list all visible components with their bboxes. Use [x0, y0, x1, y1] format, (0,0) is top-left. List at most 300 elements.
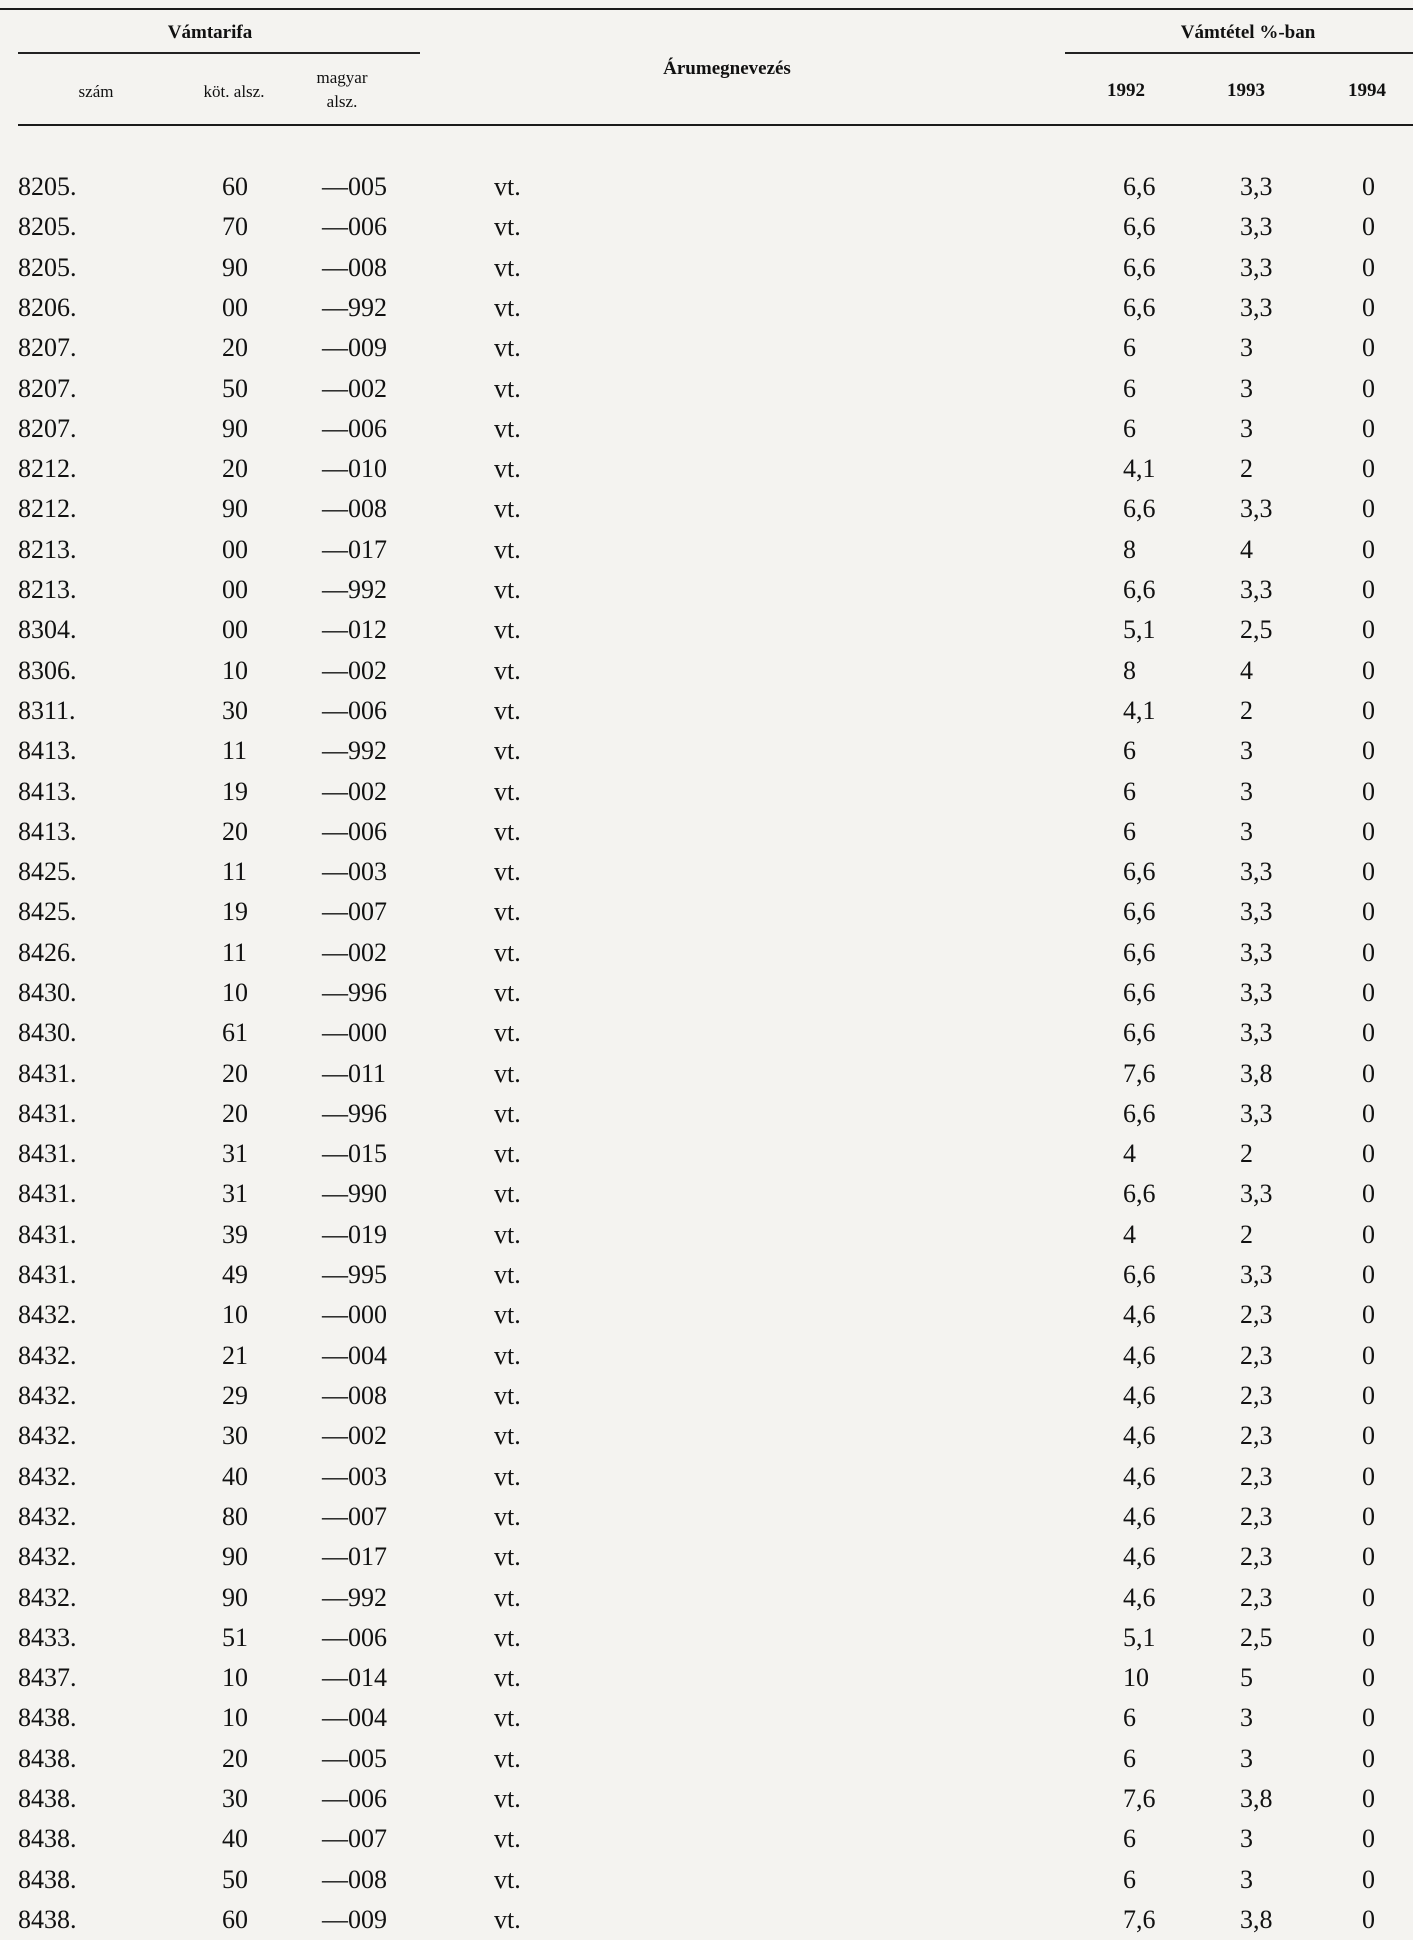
- rate-1993: 2,5: [1240, 615, 1273, 644]
- bound-subheading: 40: [222, 1462, 248, 1491]
- rate-1992: 6,6: [1123, 857, 1156, 886]
- table-row: [0, 530, 1413, 570]
- tariff-number: 8438.: [18, 1865, 77, 1894]
- rate-1993: 2: [1240, 696, 1253, 725]
- rate-1994: 0: [1362, 1824, 1375, 1853]
- rate-1994: 0: [1362, 1381, 1375, 1410]
- goods-description: vt.: [494, 938, 521, 967]
- rate-1992: 6: [1123, 777, 1136, 806]
- hungarian-subheading: —005: [322, 1744, 387, 1773]
- rate-1993: 2,3: [1240, 1381, 1273, 1410]
- rate-1993: 2,5: [1240, 1623, 1273, 1652]
- table-row: [0, 610, 1413, 650]
- hungarian-subheading: —008: [322, 1381, 387, 1410]
- hungarian-subheading: —003: [322, 857, 387, 886]
- rate-1993: 3,3: [1240, 172, 1273, 201]
- rate-1994: 0: [1362, 1260, 1375, 1289]
- goods-description: vt.: [494, 1784, 521, 1813]
- rate-1994: 0: [1362, 1099, 1375, 1128]
- rate-1993: 3: [1240, 1703, 1253, 1732]
- table-row: [0, 1819, 1413, 1859]
- tariff-number: 8205.: [18, 172, 77, 201]
- hungarian-subheading: —011: [322, 1059, 387, 1088]
- goods-description: vt.: [494, 1824, 521, 1853]
- rate-1994: 0: [1362, 172, 1375, 201]
- rate-1993: 3,3: [1240, 212, 1273, 241]
- bound-subheading: 90: [222, 494, 248, 523]
- tariff-number: 8306.: [18, 656, 77, 685]
- tariff-number: 8432.: [18, 1300, 77, 1329]
- bound-subheading: 30: [222, 1421, 248, 1450]
- tariff-number: 8431.: [18, 1179, 77, 1208]
- goods-description: vt.: [494, 1744, 521, 1773]
- rate-1994: 0: [1362, 1139, 1375, 1168]
- tariff-number: 8432.: [18, 1542, 77, 1571]
- tariff-number: 8433.: [18, 1623, 77, 1652]
- table-row: [0, 1698, 1413, 1738]
- rate-1993: 3: [1240, 1824, 1253, 1853]
- vamtarifa-underline: [18, 52, 420, 54]
- goods-description: vt.: [494, 857, 521, 886]
- goods-description: vt.: [494, 293, 521, 322]
- goods-description: vt.: [494, 1139, 521, 1168]
- rate-1993: 3,3: [1240, 1018, 1273, 1047]
- table-row: [0, 1013, 1413, 1053]
- table-row: [0, 1215, 1413, 1255]
- goods-description: vt.: [494, 656, 521, 685]
- table-row: [0, 288, 1413, 328]
- goods-description: vt.: [494, 333, 521, 362]
- bound-subheading: 20: [222, 817, 248, 846]
- table-row: [0, 328, 1413, 368]
- goods-description: vt.: [494, 1220, 521, 1249]
- rate-1994: 0: [1362, 736, 1375, 765]
- table-row: [0, 1860, 1413, 1900]
- tariff-number: 8430.: [18, 1018, 77, 1047]
- hungarian-subheading: —005: [322, 172, 387, 201]
- rate-1992: 7,6: [1123, 1059, 1156, 1088]
- bound-subheading: 31: [222, 1139, 248, 1168]
- rate-1992: 5,1: [1123, 615, 1156, 644]
- rate-1992: 6: [1123, 736, 1136, 765]
- rate-1993: 3: [1240, 1744, 1253, 1773]
- rate-1992: 4,6: [1123, 1421, 1156, 1450]
- rate-1992: 4,6: [1123, 1462, 1156, 1491]
- hungarian-subheading: —008: [322, 494, 387, 523]
- goods-description: vt.: [494, 414, 521, 443]
- hungarian-subheading: —002: [322, 938, 387, 967]
- goods-description: vt.: [494, 1583, 521, 1612]
- goods-description: vt.: [494, 1703, 521, 1732]
- hungarian-subheading: —007: [322, 1502, 387, 1531]
- hungarian-subheading: —990: [322, 1179, 387, 1208]
- bound-subheading: 60: [222, 172, 248, 201]
- rate-1993: 3,8: [1240, 1905, 1273, 1934]
- table-row: [0, 1054, 1413, 1094]
- table-row: [0, 772, 1413, 812]
- table-row: [0, 167, 1413, 207]
- bound-subheading: 50: [222, 1865, 248, 1894]
- hungarian-subheading: —015: [322, 1139, 387, 1168]
- rate-1994: 0: [1362, 1623, 1375, 1652]
- table-row: [0, 651, 1413, 691]
- rate-1993: 3,3: [1240, 293, 1273, 322]
- goods-description: vt.: [494, 1381, 521, 1410]
- rate-1993: 2,3: [1240, 1462, 1273, 1491]
- goods-description: vt.: [494, 1542, 521, 1571]
- rate-1993: 2,3: [1240, 1502, 1273, 1531]
- bound-subheading: 31: [222, 1179, 248, 1208]
- rate-1994: 0: [1362, 454, 1375, 483]
- hungarian-subheading: —004: [322, 1341, 387, 1370]
- rate-1993: 3: [1240, 414, 1253, 443]
- tariff-number: 8431.: [18, 1220, 77, 1249]
- bound-subheading: 10: [222, 1703, 248, 1732]
- table-row: [0, 1618, 1413, 1658]
- tariff-number: 8432.: [18, 1341, 77, 1370]
- rate-1994: 0: [1362, 1905, 1375, 1934]
- goods-description: vt.: [494, 1663, 521, 1692]
- rate-1993: 3,3: [1240, 938, 1273, 967]
- bound-subheading: 10: [222, 656, 248, 685]
- tariff-number: 8432.: [18, 1381, 77, 1410]
- goods-description: vt.: [494, 1865, 521, 1894]
- rate-1992: 6,6: [1123, 575, 1156, 604]
- hungarian-subheading: —995: [322, 1260, 387, 1289]
- hungarian-subheading: —003: [322, 1462, 387, 1491]
- tariff-number: 8213.: [18, 575, 77, 604]
- goods-description: vt.: [494, 1905, 521, 1934]
- rate-1992: 5,1: [1123, 1623, 1156, 1652]
- rate-1992: 4,6: [1123, 1341, 1156, 1370]
- tariff-number: 8437.: [18, 1663, 77, 1692]
- hungarian-subheading: —019: [322, 1220, 387, 1249]
- rate-1994: 0: [1362, 1059, 1375, 1088]
- header-kot-alsz: köt. alsz.: [203, 82, 265, 101]
- tariff-number: 8431.: [18, 1139, 77, 1168]
- hungarian-subheading: —007: [322, 897, 387, 926]
- table-row: [0, 1739, 1413, 1779]
- bound-subheading: 00: [222, 575, 248, 604]
- tariff-number: 8438.: [18, 1784, 77, 1813]
- goods-description: vt.: [494, 1059, 521, 1088]
- goods-description: vt.: [494, 1421, 521, 1450]
- rate-1992: 7,6: [1123, 1905, 1156, 1934]
- bound-subheading: 11: [222, 938, 248, 967]
- bound-subheading: 90: [222, 414, 248, 443]
- tariff-number: 8205.: [18, 253, 77, 282]
- bound-subheading: 20: [222, 1099, 248, 1128]
- bound-subheading: 19: [222, 897, 248, 926]
- rate-1992: 6,6: [1123, 938, 1156, 967]
- table-row: [0, 812, 1413, 852]
- goods-description: vt.: [494, 212, 521, 241]
- table-row: [0, 691, 1413, 731]
- bound-subheading: 11: [222, 857, 248, 886]
- rate-1992: 6,6: [1123, 1260, 1156, 1289]
- table-row: [0, 1779, 1413, 1819]
- goods-description: vt.: [494, 777, 521, 806]
- tariff-number: 8212.: [18, 454, 77, 483]
- header-bottom-rule: [18, 124, 1413, 126]
- rate-1993: 3,3: [1240, 1099, 1273, 1128]
- rate-1992: 4,6: [1123, 1583, 1156, 1612]
- table-row: [0, 409, 1413, 449]
- goods-description: vt.: [494, 454, 521, 483]
- header-vamtarifa: Vámtarifa: [167, 22, 253, 43]
- rate-1994: 0: [1362, 212, 1375, 241]
- rate-1994: 0: [1362, 615, 1375, 644]
- rate-1992: 6,6: [1123, 293, 1156, 322]
- header-magyar: magyar: [316, 68, 368, 87]
- bound-subheading: 19: [222, 777, 248, 806]
- rate-1993: 2,3: [1240, 1542, 1273, 1571]
- rate-1992: 6: [1123, 1703, 1136, 1732]
- tariff-number: 8212.: [18, 494, 77, 523]
- rate-1994: 0: [1362, 696, 1375, 725]
- hungarian-subheading: —992: [322, 736, 387, 765]
- bound-subheading: 10: [222, 1663, 248, 1692]
- table-row: [0, 1255, 1413, 1295]
- rate-1994: 0: [1362, 938, 1375, 967]
- bound-subheading: 10: [222, 978, 248, 1007]
- tariff-number: 8432.: [18, 1421, 77, 1450]
- rate-1993: 3,3: [1240, 978, 1273, 1007]
- top-rule: [0, 8, 1413, 10]
- rate-1992: 8: [1123, 535, 1136, 564]
- bound-subheading: 50: [222, 374, 248, 403]
- rate-1994: 0: [1362, 978, 1375, 1007]
- hungarian-subheading: —000: [322, 1300, 387, 1329]
- goods-description: vt.: [494, 253, 521, 282]
- rate-1994: 0: [1362, 777, 1375, 806]
- bound-subheading: 10: [222, 1300, 248, 1329]
- table-row: [0, 489, 1413, 529]
- rate-1993: 4: [1240, 656, 1253, 685]
- bound-subheading: 21: [222, 1341, 248, 1370]
- goods-description: vt.: [494, 978, 521, 1007]
- goods-description: vt.: [494, 736, 521, 765]
- rate-1992: 4,1: [1123, 696, 1156, 725]
- rate-1994: 0: [1362, 535, 1375, 564]
- bound-subheading: 90: [222, 253, 248, 282]
- rate-1993: 3: [1240, 374, 1253, 403]
- rate-1994: 0: [1362, 1583, 1375, 1612]
- rate-1993: 2,3: [1240, 1583, 1273, 1612]
- bound-subheading: 20: [222, 1744, 248, 1773]
- rate-1994: 0: [1362, 333, 1375, 362]
- table-row: [0, 1336, 1413, 1376]
- rate-1994: 0: [1362, 1220, 1375, 1249]
- rate-1992: 6,6: [1123, 494, 1156, 523]
- goods-description: vt.: [494, 696, 521, 725]
- hungarian-subheading: —009: [322, 333, 387, 362]
- bound-subheading: 20: [222, 454, 248, 483]
- rate-1992: 7,6: [1123, 1784, 1156, 1813]
- rate-1993: 3: [1240, 333, 1253, 362]
- tariff-number: 8413.: [18, 817, 77, 846]
- tariff-number: 8425.: [18, 897, 77, 926]
- tariff-number: 8205.: [18, 212, 77, 241]
- hungarian-subheading: —002: [322, 1421, 387, 1450]
- goods-description: vt.: [494, 535, 521, 564]
- header-year-1992: 1992: [1107, 80, 1145, 101]
- bound-subheading: 51: [222, 1623, 248, 1652]
- tariff-number: 8430.: [18, 978, 77, 1007]
- rate-1992: 6: [1123, 1824, 1136, 1853]
- rate-1994: 0: [1362, 494, 1375, 523]
- rate-1994: 0: [1362, 1018, 1375, 1047]
- tariff-number: 8425.: [18, 857, 77, 886]
- rate-1993: 3: [1240, 817, 1253, 846]
- rate-1994: 0: [1362, 1703, 1375, 1732]
- goods-description: vt.: [494, 1623, 521, 1652]
- goods-description: vt.: [494, 1018, 521, 1047]
- table-row: [0, 248, 1413, 288]
- hungarian-subheading: —004: [322, 1703, 387, 1732]
- table-row: [0, 892, 1413, 932]
- hungarian-subheading: —992: [322, 575, 387, 604]
- rate-1994: 0: [1362, 1784, 1375, 1813]
- table-row: [0, 933, 1413, 973]
- rate-1993: 3,3: [1240, 1179, 1273, 1208]
- table-row: [0, 1457, 1413, 1497]
- header-vamtetel: Vámtétel %-ban: [1180, 22, 1316, 43]
- table-row: [0, 1900, 1413, 1940]
- table-row: [0, 570, 1413, 610]
- hungarian-subheading: —007: [322, 1824, 387, 1853]
- table-row: [0, 731, 1413, 771]
- rate-1993: 3,3: [1240, 494, 1273, 523]
- bound-subheading: 30: [222, 696, 248, 725]
- hungarian-subheading: —992: [322, 293, 387, 322]
- bound-subheading: 61: [222, 1018, 248, 1047]
- table-row: [0, 207, 1413, 247]
- tariff-number: 8431.: [18, 1099, 77, 1128]
- hungarian-subheading: —010: [322, 454, 387, 483]
- rate-1992: 6,6: [1123, 978, 1156, 1007]
- tariff-number: 8413.: [18, 736, 77, 765]
- rate-1993: 2,3: [1240, 1341, 1273, 1370]
- rate-1994: 0: [1362, 1462, 1375, 1491]
- rate-1994: 0: [1362, 293, 1375, 322]
- tariff-number: 8432.: [18, 1502, 77, 1531]
- rate-1992: 10: [1123, 1663, 1149, 1692]
- tariff-number: 8438.: [18, 1824, 77, 1853]
- rate-1992: 6: [1123, 333, 1136, 362]
- table-row: [0, 1134, 1413, 1174]
- tariff-number: 8426.: [18, 938, 77, 967]
- rate-1992: 4: [1123, 1139, 1136, 1168]
- hungarian-subheading: —006: [322, 414, 387, 443]
- tariff-number: 8438.: [18, 1905, 77, 1934]
- tariff-number: 8207.: [18, 374, 77, 403]
- rate-1994: 0: [1362, 1663, 1375, 1692]
- hungarian-subheading: —002: [322, 656, 387, 685]
- bound-subheading: 00: [222, 293, 248, 322]
- table-row: [0, 973, 1413, 1013]
- bound-subheading: 70: [222, 212, 248, 241]
- rate-1994: 0: [1362, 857, 1375, 886]
- goods-description: vt.: [494, 1502, 521, 1531]
- rate-1994: 0: [1362, 1300, 1375, 1329]
- bound-subheading: 00: [222, 535, 248, 564]
- tariff-number: 8431.: [18, 1059, 77, 1088]
- tariff-number: 8432.: [18, 1583, 77, 1612]
- rate-1992: 4: [1123, 1220, 1136, 1249]
- rate-1994: 0: [1362, 1421, 1375, 1450]
- bound-subheading: 29: [222, 1381, 248, 1410]
- rate-1992: 6,6: [1123, 1179, 1156, 1208]
- goods-description: vt.: [494, 897, 521, 926]
- tariff-number: 8432.: [18, 1462, 77, 1491]
- rate-1992: 6: [1123, 414, 1136, 443]
- rate-1992: 4,6: [1123, 1300, 1156, 1329]
- rate-1994: 0: [1362, 817, 1375, 846]
- header-year-1994: 1994: [1348, 80, 1386, 101]
- tariff-number: 8311.: [18, 696, 76, 725]
- tariff-number: 8207.: [18, 333, 77, 362]
- rate-1992: 6,6: [1123, 897, 1156, 926]
- rate-1992: 6,6: [1123, 1099, 1156, 1128]
- rate-1993: 2: [1240, 454, 1253, 483]
- table-row: [0, 1094, 1413, 1134]
- table-row: [0, 1537, 1413, 1577]
- bound-subheading: 00: [222, 615, 248, 644]
- tariff-number: 8304.: [18, 615, 77, 644]
- table-row: [0, 852, 1413, 892]
- rate-1992: 6: [1123, 817, 1136, 846]
- bound-subheading: 20: [222, 333, 248, 362]
- tariff-number: 8206.: [18, 293, 77, 322]
- rate-1993: 2: [1240, 1220, 1253, 1249]
- rate-1992: 6: [1123, 1865, 1136, 1894]
- rate-1992: 6,6: [1123, 253, 1156, 282]
- header-szam: szám: [78, 82, 114, 101]
- table-row: [0, 1416, 1413, 1456]
- bound-subheading: 90: [222, 1542, 248, 1571]
- hungarian-subheading: —014: [322, 1663, 387, 1692]
- rate-1993: 4: [1240, 535, 1253, 564]
- bound-subheading: 80: [222, 1502, 248, 1531]
- rate-1993: 3,3: [1240, 857, 1273, 886]
- rate-1992: 4,1: [1123, 454, 1156, 483]
- goods-description: vt.: [494, 172, 521, 201]
- rate-1994: 0: [1362, 253, 1375, 282]
- table-row: [0, 1578, 1413, 1618]
- table-row: [0, 1497, 1413, 1537]
- rate-1993: 3,8: [1240, 1059, 1273, 1088]
- tariff-number: 8431.: [18, 1260, 77, 1289]
- rate-1993: 2,3: [1240, 1300, 1273, 1329]
- rate-1994: 0: [1362, 1341, 1375, 1370]
- table-row: [0, 1295, 1413, 1335]
- rate-1992: 6,6: [1123, 1018, 1156, 1047]
- hungarian-subheading: —008: [322, 1865, 387, 1894]
- bound-subheading: 20: [222, 1059, 248, 1088]
- goods-description: vt.: [494, 1462, 521, 1491]
- hungarian-subheading: —006: [322, 817, 387, 846]
- rate-1993: 3: [1240, 736, 1253, 765]
- rate-1992: 6,6: [1123, 212, 1156, 241]
- goods-description: vt.: [494, 817, 521, 846]
- hungarian-subheading: —006: [322, 212, 387, 241]
- hungarian-subheading: —996: [322, 1099, 387, 1128]
- table-row: [0, 449, 1413, 489]
- header-year-1993: 1993: [1227, 80, 1265, 101]
- rate-1993: 3: [1240, 777, 1253, 806]
- hungarian-subheading: —006: [322, 1623, 387, 1652]
